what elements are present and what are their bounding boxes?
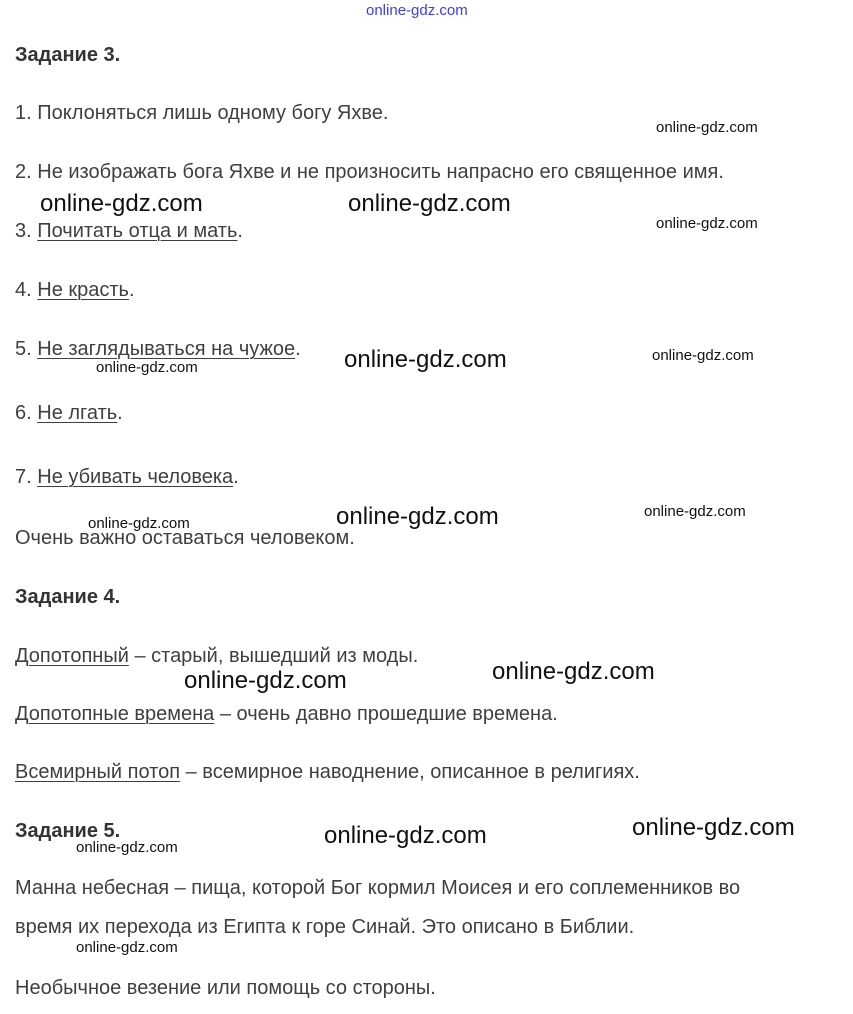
definition-text: – всемирное наводнение, описанное в религиях.	[180, 761, 640, 783]
watermark: online-gdz.com	[656, 215, 758, 232]
task3-item-5	[15, 338, 301, 361]
item-end: .	[128, 279, 135, 301]
item-number: 6.	[15, 402, 32, 424]
site-header-watermark: online-gdz.com	[366, 2, 468, 19]
task3-item-2	[15, 161, 724, 184]
definition-row	[15, 645, 418, 668]
definition-term: Всемирный потоп	[15, 761, 181, 783]
watermark: online-gdz.com	[40, 190, 203, 217]
definition-row	[15, 703, 558, 726]
item-text: Не заглядываться на чужое	[37, 338, 296, 360]
item-number: 3.	[15, 220, 32, 242]
task5-paragraph-2: Необычное везение или помощь со стороны.	[15, 977, 436, 999]
watermark: online-gdz.com	[644, 503, 746, 520]
definition-row	[15, 761, 640, 784]
watermark: online-gdz.com	[76, 839, 178, 856]
task3-item-3	[15, 220, 243, 243]
watermark: online-gdz.com	[184, 667, 347, 694]
definition-term: Допотопный	[15, 645, 129, 667]
item-number: 7.	[15, 466, 32, 488]
item-end: .	[237, 220, 243, 242]
watermark: online-gdz.com	[336, 503, 499, 530]
task3-item-1	[15, 102, 388, 125]
definition-text: – старый, вышедший из моды.	[128, 645, 419, 667]
definition-text: – очень давно прошедшие времена.	[214, 703, 558, 725]
task3-item-7	[15, 466, 239, 489]
item-end: .	[295, 338, 301, 360]
task5-heading: Задание 5.	[15, 820, 121, 842]
watermark: online-gdz.com	[324, 822, 487, 849]
watermark: online-gdz.com	[632, 814, 795, 841]
watermark: online-gdz.com	[96, 359, 198, 376]
watermark: online-gdz.com	[492, 658, 655, 685]
watermark: online-gdz.com	[652, 347, 754, 364]
item-text: Не красть	[37, 279, 129, 301]
item-end: .	[117, 402, 123, 424]
item-text: Не лгать	[37, 402, 118, 424]
item-text: Не убивать человека	[37, 466, 234, 488]
task4-heading: Задание 4.	[15, 586, 121, 608]
item-number: 4.	[15, 279, 32, 301]
item-text: Поклоняться лишь одному богу Яхве.	[37, 102, 389, 124]
task3-item-4	[15, 279, 135, 302]
definition-term: Допотопные времена	[15, 703, 215, 725]
item-text: Почитать отца и мать	[37, 220, 238, 242]
item-end: .	[233, 466, 239, 488]
item-number: 1.	[15, 102, 32, 124]
watermark: online-gdz.com	[656, 119, 758, 136]
task5-paragraph-line-2: время их перехода из Египта к горе Синай. Это описано в Библии.	[15, 916, 635, 938]
task3-item-6	[15, 402, 123, 425]
task5-paragraph-line-1: Манна небесная – пища, которой Бог кормил Моисея и его соплеменников во	[15, 877, 741, 899]
watermark: online-gdz.com	[88, 515, 190, 532]
watermark: online-gdz.com	[348, 190, 511, 217]
task3-conclusion: Очень важно оставаться человеком.	[15, 527, 355, 549]
item-text: Не изображать бога Яхве и не произносить напрасно его священное имя.	[37, 161, 724, 183]
watermark: online-gdz.com	[76, 939, 178, 956]
item-number: 5.	[15, 338, 32, 360]
watermark: online-gdz.com	[344, 346, 507, 373]
task3-heading: Задание 3.	[15, 44, 121, 66]
item-number: 2.	[15, 161, 32, 183]
